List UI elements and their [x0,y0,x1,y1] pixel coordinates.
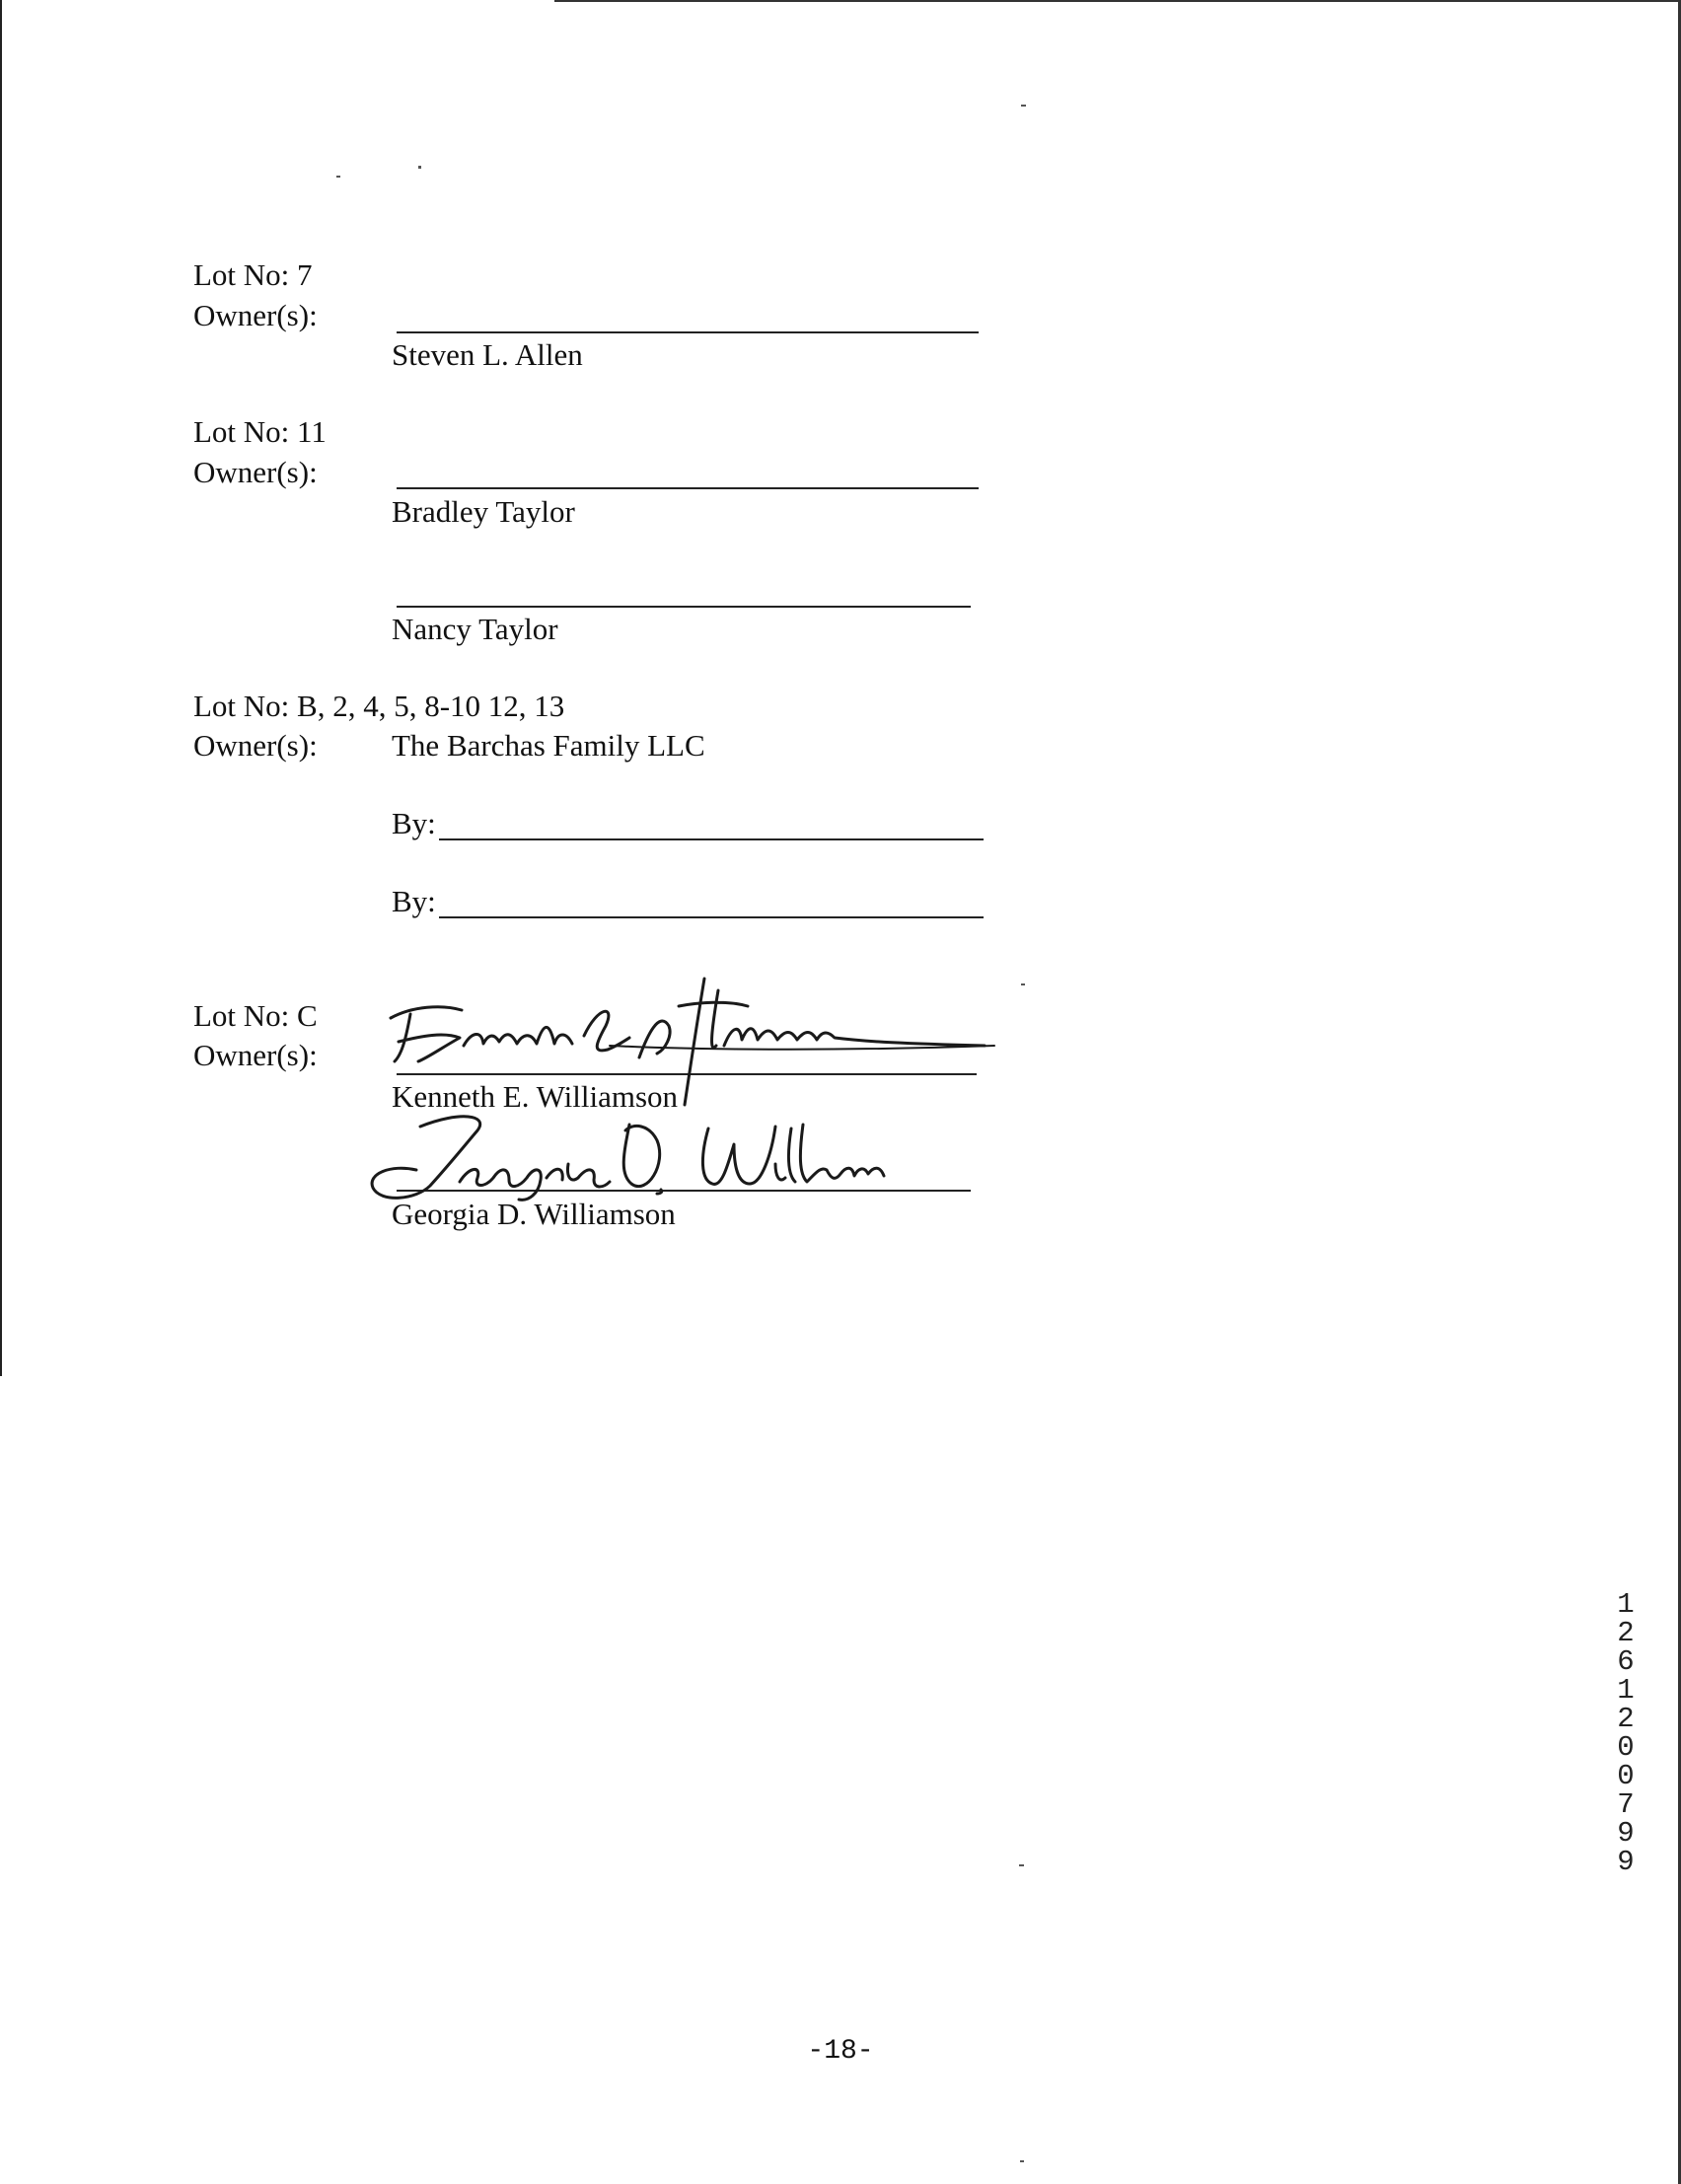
scan-edge-left [0,0,2,1376]
signature-line [397,487,979,489]
signature-kenneth-williamson [373,967,1004,1115]
by-label: By: [392,884,436,918]
signer-name: Steven L. Allen [392,337,583,372]
signature-line [439,838,984,840]
lot-label: Lot No: 7 [193,257,313,292]
signature-line [397,331,979,333]
scan-speck [1021,105,1026,107]
scan-speck [418,166,421,169]
signer-name: Georgia D. Williamson [392,1197,676,1231]
signature-line [397,606,971,608]
scan-speck [1021,983,1025,985]
owner-label: Owner(s): [193,1038,318,1072]
scan-speck [1020,2160,1024,2162]
owner-label: Owner(s): [193,728,318,763]
signer-name: Nancy Taylor [392,612,558,646]
scan-speck [1019,1864,1024,1866]
page-number: -18- [807,2036,874,2067]
signer-name: Bradley Taylor [392,494,575,529]
lot-label: Lot No: B, 2, 4, 5, 8-10 12, 13 [193,689,565,723]
owner-label: Owner(s): [193,455,318,489]
scan-edge-top [554,0,1681,2]
signer-name: Kenneth E. Williamson [392,1079,679,1114]
signature-line [439,916,984,918]
scan-speck [336,176,340,178]
lot-label: Lot No: C [193,998,318,1033]
by-label: By: [392,806,436,840]
bates-stamp: 12612 00799 [1617,1588,1635,1878]
signature-georgia-williamson [361,1105,894,1213]
entity-name: The Barchas Family LLC [392,728,705,763]
lot-label: Lot No: 11 [193,414,327,449]
owner-label: Owner(s): [193,298,318,332]
